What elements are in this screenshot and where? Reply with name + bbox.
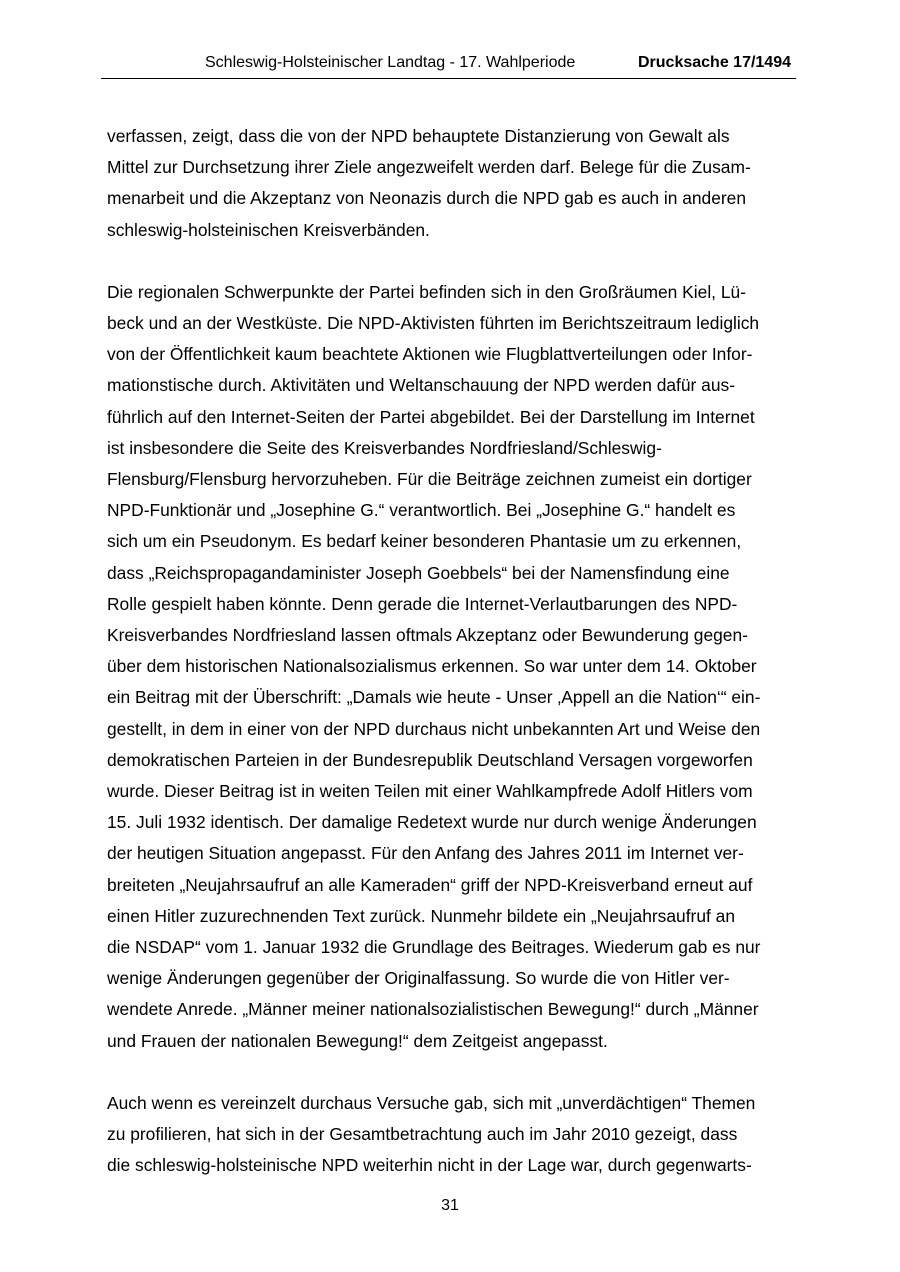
text-line: einen Hitler zuzurechnenden Text zurück. Nunmehr bildete ein „Neujahrsaufruf an: [107, 905, 736, 926]
text-line: Mittel zur Durchsetzung ihrer Ziele angezweifelt werden darf. Belege für die Zusam-: [107, 157, 751, 178]
text-line: 15. Juli 1932 identisch. Der damalige Redetext wurde nur durch wenige Änderungen: [107, 812, 757, 833]
document-number: Drucksache 17/1494: [638, 54, 791, 71]
text-line: ist insbesondere die Seite des Kreisverbandes Nordfriesland/Schleswig-: [107, 437, 662, 458]
text-line: Kreisverbandes Nordfriesland lassen oftmals Akzeptanz oder Bewunderung gegen-: [107, 625, 748, 646]
paragraph-2: [107, 277, 793, 1057]
text-line: beck und an der Westküste. Die NPD-Aktivisten führten im Berichtszeitraum lediglich: [107, 313, 760, 334]
text-line: wurde. Dieser Beitrag ist in weiten Teilen mit einer Wahlkampfrede Adolf Hitlers vom: [107, 781, 753, 802]
text-line: verfassen, zeigt, dass die von der NPD behauptete Distanzierung von Gewalt als: [107, 126, 730, 146]
text-line: NPD-Funktionär und „Josephine G.“ verantwortlich. Bei „Josephine G.“ handelt es: [107, 500, 736, 521]
page-header: [101, 51, 796, 79]
text-line: Flensburg/Flensburg hervorzuheben. Für die Beiträge zeichnen zumeist ein dortiger: [107, 469, 752, 490]
text-line: demokratischen Parteien in der Bundesrepublik Deutschland Versagen vorgeworfen: [107, 749, 753, 770]
text-line: die NSDAP“ vom 1. Januar 1932 die Grundlage des Beitrages. Wiederum gab es nur: [107, 937, 761, 958]
text-line: wenige Änderungen gegenüber der Originalfassung. So wurde die von Hitler ver-: [107, 968, 730, 989]
text-line: zu profilieren, hat sich in der Gesamtbetrachtung auch im Jahr 2010 gezeigt, dass: [107, 1124, 738, 1145]
text-line: Die regionalen Schwerpunkte der Partei befinden sich in den Großräumen Kiel, Lü-: [107, 281, 746, 302]
text-line: menarbeit und die Akzeptanz von Neonazis durch die NPD gab es auch in anderen: [107, 188, 747, 209]
text-line: ein Beitrag mit der Überschrift: „Damals wie heute - Unser ‚Appell an die Nation‘“ ein-: [107, 687, 761, 708]
text-line: der heutigen Situation angepasst. Für den Anfang des Jahres 2011 im Internet ver-: [107, 843, 744, 864]
page-number: 31: [441, 1197, 459, 1214]
header-title: Schleswig-Holsteinischer Landtag - 17. Wahlperiode: [205, 54, 576, 71]
text-line: über dem historischen Nationalsozialismus erkennen. So war unter dem 14. Oktober: [107, 656, 757, 677]
text-line: sich um ein Pseudonym. Es bedarf keiner besonderen Phantasie um zu erkennen,: [107, 531, 742, 552]
text-line: mationstische durch. Aktivitäten und Weltanschauung der NPD werden dafür aus-: [107, 375, 736, 396]
text-line: Auch wenn es vereinzelt durchaus Versuche gab, sich mit „unverdächtigen“ Themen: [107, 1092, 756, 1113]
body-text: [107, 121, 793, 1213]
text-line: wendete Anrede. „Männer meiner nationalsozialistischen Bewegung!“ durch „Männer: [107, 999, 759, 1020]
text-line: und Frauen der nationalen Bewegung!“ dem Zeitgeist angepasst.: [107, 1030, 608, 1051]
text-line: führlich auf den Internet-Seiten der Partei abgebildet. Bei der Darstellung im Internet: [107, 406, 755, 427]
paragraph-3: [107, 1088, 793, 1182]
text-line: Rolle gespielt haben könnte. Denn gerade die Internet-Verlautbarungen des NPD-: [107, 593, 738, 614]
paragraph-1: [107, 121, 793, 246]
text-line: schleswig-holsteinischen Kreisverbänden.: [107, 219, 430, 240]
text-line: gestellt, in dem in einer von der NPD durchaus nicht unbekannten Art und Weise den: [107, 718, 761, 739]
text-line: von der Öffentlichkeit kaum beachtete Aktionen wie Flugblattverteilungen oder Infor-: [107, 344, 753, 365]
text-line: dass „Reichspropagandaminister Joseph Goebbels“ bei der Namensfindung eine: [107, 562, 730, 583]
text-line: breiteten „Neujahrsaufruf an alle Kameraden“ griff der NPD-Kreisverband erneut auf: [107, 874, 753, 895]
text-line: die schleswig-holsteinische NPD weiterhin nicht in der Lage war, durch gegenwarts-: [107, 1155, 752, 1176]
